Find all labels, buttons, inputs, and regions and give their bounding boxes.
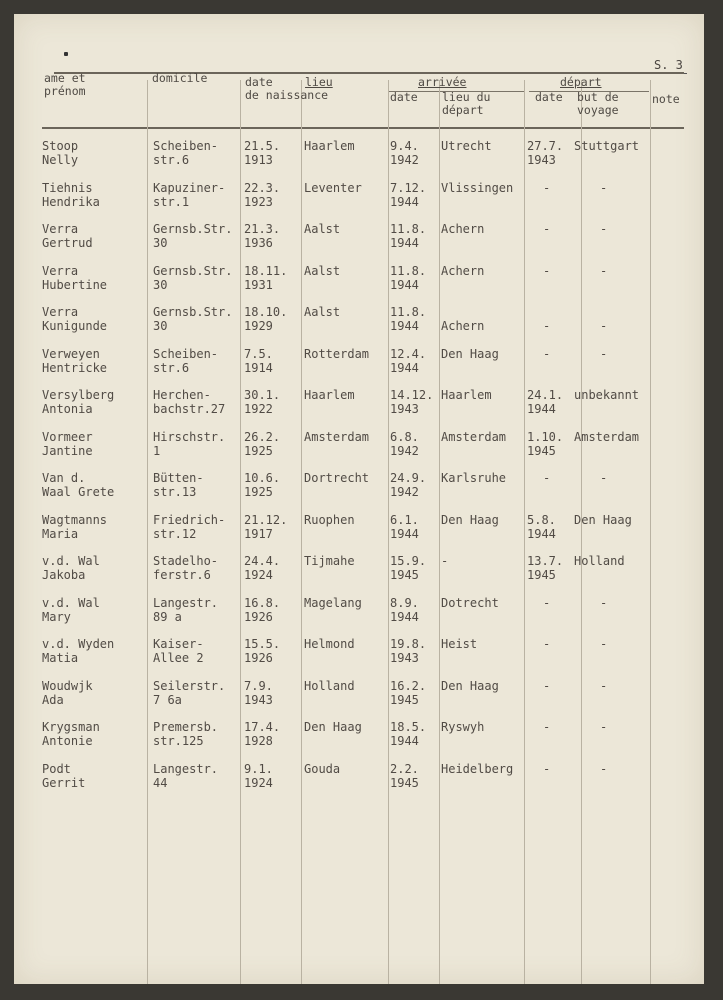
arrival-date: 11.8. 1944 (390, 264, 427, 292)
arrival-date: 11.8. 1944 (390, 305, 427, 333)
arrival-from: Achern (441, 319, 485, 333)
header-domicile: domicile (152, 71, 208, 85)
birth-place: Haarlem (304, 388, 355, 402)
birth-date: 10.6. 1925 (244, 471, 281, 499)
person-name: Stoop Nelly (42, 139, 79, 167)
arrival-from: Vlissingen (441, 181, 514, 195)
departure-to: - (600, 264, 608, 278)
header-arrival-from: lieu du départ (442, 90, 491, 117)
birth-date: 15.5. 1926 (244, 637, 281, 665)
arrival-from: Den Haag (441, 513, 499, 527)
birth-place: Den Haag (304, 720, 362, 734)
arrival-date: 18.5. 1944 (390, 720, 427, 748)
birth-place: Aalst (304, 222, 341, 236)
birth-place: Leventer (304, 181, 362, 195)
birth-date: 7.5. 1914 (244, 347, 273, 375)
birth-date: 17.4. 1928 (244, 720, 281, 748)
person-name: Verra Kunigunde (42, 305, 108, 333)
col-divider (439, 80, 440, 984)
departure-to: - (600, 181, 608, 195)
header-lieu-naissance: lieu (305, 75, 333, 89)
birth-place: Amsterdam (304, 430, 370, 444)
col-divider (301, 80, 302, 984)
departure-to: - (600, 637, 608, 651)
departure-date: - (543, 347, 551, 361)
domicile: Hirschstr. 1 (153, 430, 226, 458)
person-name: Verweyen Hentricke (42, 347, 108, 375)
arrival-date: 16.2. 1945 (390, 679, 427, 707)
col-divider (388, 80, 389, 984)
header-name: ame et prénom (44, 71, 86, 98)
departure-date: - (543, 264, 551, 278)
departure-date: - (543, 637, 551, 651)
departure-date: 13.7. 1945 (527, 554, 564, 582)
domicile: Premersb. str.125 (153, 720, 219, 748)
departure-date: - (543, 222, 551, 236)
arrival-date: 2.2. 1945 (390, 762, 419, 790)
arrival-date: 11.8. 1944 (390, 222, 427, 250)
domicile: Kapuziner- str.1 (153, 181, 226, 209)
arrival-from: Heidelberg (441, 762, 514, 776)
departure-to: Stuttgart (574, 139, 640, 153)
page-number: S. 3 (650, 58, 687, 74)
domicile: Kaiser- Allee 2 (153, 637, 204, 665)
birth-date: 26.2. 1925 (244, 430, 281, 458)
person-name: Verra Hubertine (42, 264, 108, 292)
header-date-naissance: date de naissance (245, 75, 329, 102)
departure-to: - (600, 679, 608, 693)
departure-date: 5.8. 1944 (527, 513, 556, 541)
header-depart: départ (560, 75, 602, 89)
arrival-from: Amsterdam (441, 430, 507, 444)
birth-date: 24.4. 1924 (244, 554, 281, 582)
departure-to: - (600, 222, 608, 236)
departure-to: - (600, 471, 608, 485)
departure-to: - (600, 319, 608, 333)
header-departure-to: but de voyage (577, 90, 619, 117)
arrival-date: 19.8. 1943 (390, 637, 427, 665)
arrival-date: 8.9. 1944 (390, 596, 419, 624)
departure-date: 1.10. 1945 (527, 430, 564, 458)
person-name: Podt Gerrit (42, 762, 86, 790)
domicile: Gernsb.Str. 30 (153, 305, 233, 333)
domicile: Seilerstr. 7 6a (153, 679, 226, 707)
arrival-date: 6.8. 1942 (390, 430, 419, 458)
domicile: Scheiben- str.6 (153, 139, 219, 167)
person-name: Krygsman Antonie (42, 720, 100, 748)
birth-place: Magelang (304, 596, 362, 610)
col-divider (524, 80, 525, 984)
birth-date: 18.11. 1931 (244, 264, 288, 292)
person-name: Tiehnis Hendrika (42, 181, 100, 209)
domicile: Bütten- str.13 (153, 471, 204, 499)
person-name: Verra Gertrud (42, 222, 93, 250)
birth-date: 7.9. 1943 (244, 679, 273, 707)
departure-date: - (543, 319, 551, 333)
col-divider (650, 80, 651, 984)
arrival-from: Den Haag (441, 347, 499, 361)
departure-to: unbekannt (574, 388, 640, 402)
arrival-from: Den Haag (441, 679, 499, 693)
birth-place: Tijmahe (304, 554, 355, 568)
arrival-from: Karlsruhe (441, 471, 507, 485)
birth-date: 22.3. 1923 (244, 181, 281, 209)
person-name: v.d. Wal Jakoba (42, 554, 100, 582)
domicile: Langestr. 89 a (153, 596, 219, 624)
departure-to: - (600, 596, 608, 610)
domicile: Herchen- bachstr.27 (153, 388, 226, 416)
person-name: Van d. Waal Grete (42, 471, 115, 499)
arrival-date: 12.4. 1944 (390, 347, 427, 375)
birth-place: Aalst (304, 264, 341, 278)
departure-date: - (543, 471, 551, 485)
arrival-from: Utrecht (441, 139, 492, 153)
departure-to: Amsterdam (574, 430, 640, 444)
arrival-from: - (441, 554, 449, 568)
departure-to: - (600, 347, 608, 361)
departure-date: 24.1. 1944 (527, 388, 564, 416)
header-departure-date: date (535, 90, 563, 104)
person-name: Wagtmanns Maria (42, 513, 108, 541)
birth-date: 18.10. 1929 (244, 305, 288, 333)
domicile: Langestr. 44 (153, 762, 219, 790)
header-notes: note (652, 92, 680, 106)
header-arrivee: arrivée (418, 75, 467, 89)
arrival-from: Ryswyh (441, 720, 485, 734)
arrival-date: 9.4. 1942 (390, 139, 419, 167)
arrival-date: 14.12. 1943 (390, 388, 434, 416)
arrival-date: 7.12. 1944 (390, 181, 427, 209)
person-name: v.d. Wal Mary (42, 596, 100, 624)
arrival-from: Achern (441, 222, 485, 236)
departure-date: - (543, 596, 551, 610)
arrival-from: Dotrecht (441, 596, 499, 610)
ink-speck (64, 52, 68, 56)
departure-date: 27.7. 1943 (527, 139, 564, 167)
person-name: Woudwjk Ada (42, 679, 93, 707)
col-divider (581, 80, 582, 984)
person-name: Vormeer Jantine (42, 430, 93, 458)
birth-place: Haarlem (304, 139, 355, 153)
birth-place: Gouda (304, 762, 341, 776)
domicile: Gernsb.Str. 30 (153, 264, 233, 292)
departure-date: - (543, 762, 551, 776)
domicile: Gernsb.Str. 30 (153, 222, 233, 250)
birth-place: Aalst (304, 305, 341, 319)
arrival-date: 6.1. 1944 (390, 513, 419, 541)
arrival-date: 24.9. 1942 (390, 471, 427, 499)
departure-to: Holland (574, 554, 625, 568)
arrival-date: 15.9. 1945 (390, 554, 427, 582)
top-rule (54, 72, 684, 74)
birth-date: 9.1. 1924 (244, 762, 273, 790)
domicile: Friedrich- str.12 (153, 513, 226, 541)
arrival-from: Achern (441, 264, 485, 278)
departure-date: - (543, 720, 551, 734)
col-divider (240, 80, 241, 984)
col-divider (147, 80, 148, 984)
birth-date: 16.8. 1926 (244, 596, 281, 624)
arrival-from: Haarlem (441, 388, 492, 402)
register-page (14, 14, 704, 984)
birth-date: 30.1. 1922 (244, 388, 281, 416)
header-rule (42, 127, 684, 129)
birth-place: Dortrecht (304, 471, 370, 485)
birth-date: 21.12. 1917 (244, 513, 288, 541)
birth-date: 21.3. 1936 (244, 222, 281, 250)
departure-to: Den Haag (574, 513, 632, 527)
domicile: Scheiben- str.6 (153, 347, 219, 375)
birth-place: Helmond (304, 637, 355, 651)
departure-to: - (600, 762, 608, 776)
arrival-from: Heist (441, 637, 478, 651)
person-name: Versylberg Antonia (42, 388, 115, 416)
departure-date: - (543, 181, 551, 195)
person-name: v.d. Wyden Matia (42, 637, 115, 665)
birth-place: Holland (304, 679, 355, 693)
domicile: Stadelho- ferstr.6 (153, 554, 219, 582)
departure-date: - (543, 679, 551, 693)
header-arrival-date: date (390, 90, 418, 104)
birth-date: 21.5. 1913 (244, 139, 281, 167)
birth-place: Rotterdam (304, 347, 370, 361)
departure-to: - (600, 720, 608, 734)
birth-place: Ruophen (304, 513, 355, 527)
